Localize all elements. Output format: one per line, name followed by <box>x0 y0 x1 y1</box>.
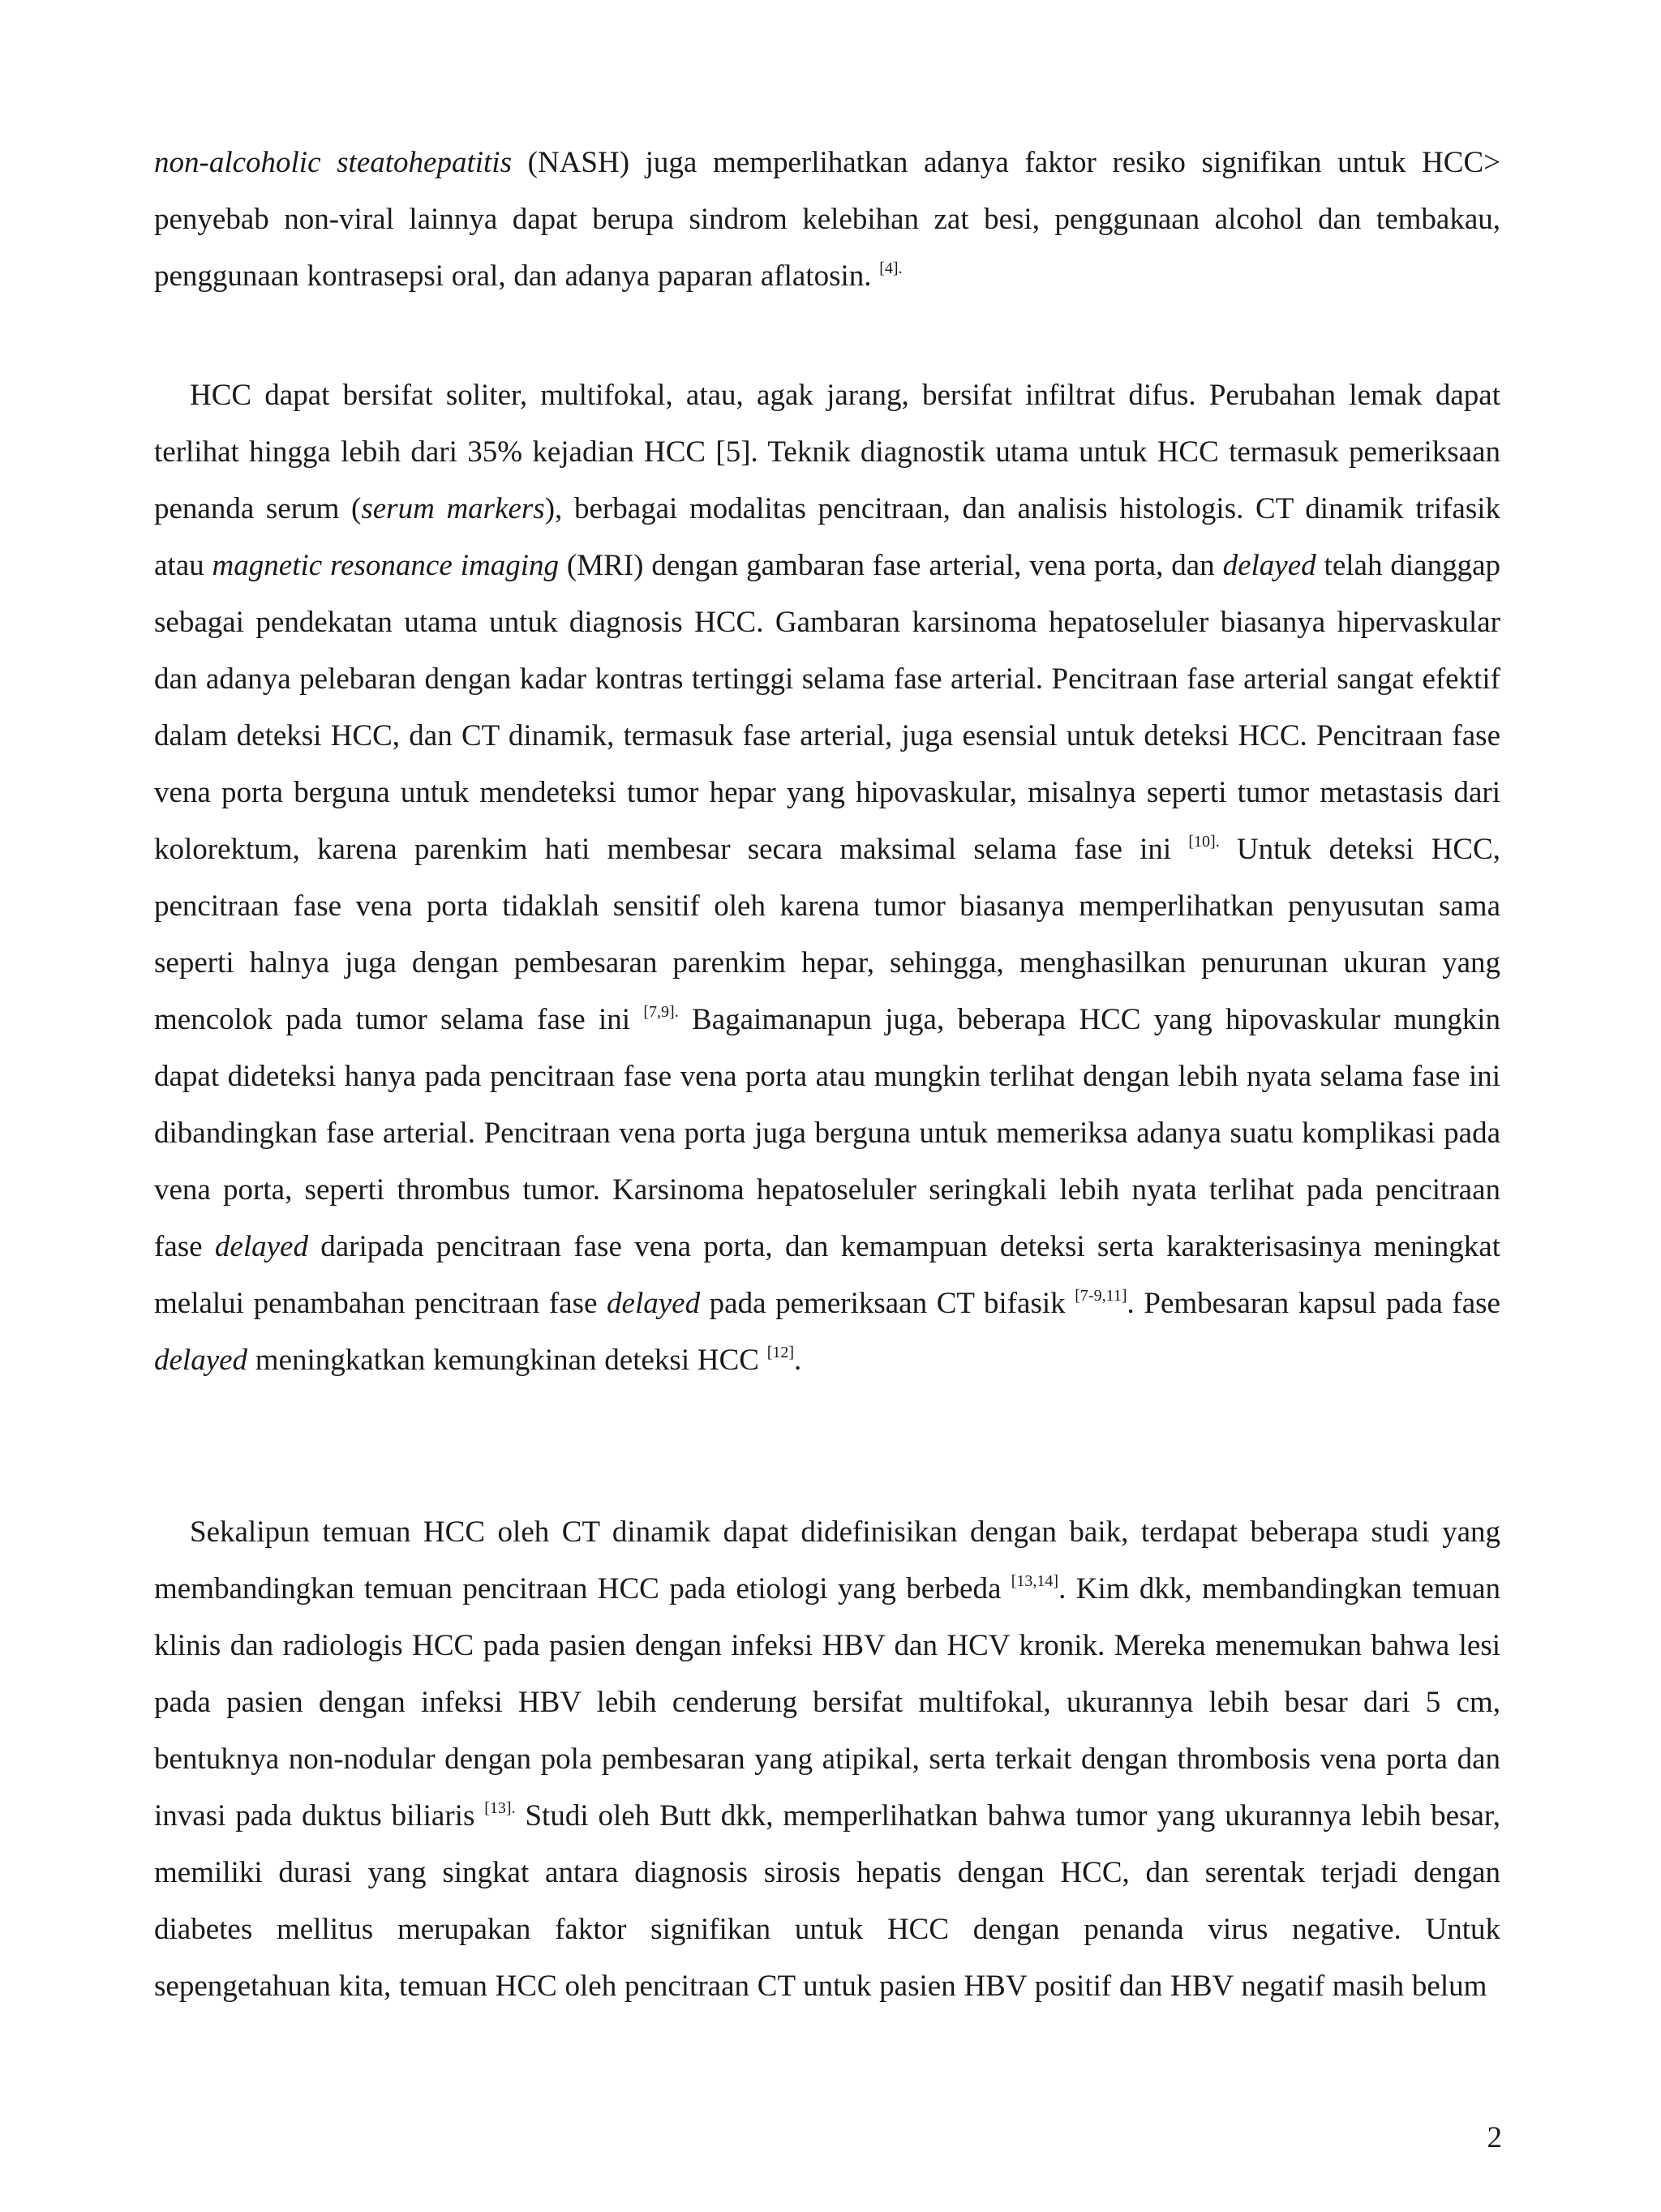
text-run: Sekalipun temuan HCC oleh CT dinamik dapat didefinisikan dengan baik, terdapat beberapa studi yang membandingkan temuan pencitraan HCC pada etiologi yang berbeda <box>154 1515 1500 1605</box>
text-run: Untuk deteksi HCC, pencitraan fase vena porta tidaklah sensitif oleh karena tumor biasanya memperlihatkan penyusutan sama seperti halnya juga dengan pembesaran parenkim hepar, sehingga, menghasilkan penurunan ukuran yang mencolok pada tumor selama fase ini <box>154 833 1500 1036</box>
text-run: ), berbagai modalitas pencitraan, dan analisis histologis. CT dinamik trifasik atau <box>154 492 1501 582</box>
paragraph <box>154 367 1500 1389</box>
text-run: Studi oleh Butt dkk, memperlihatkan bahwa tumor yang ukurannya lebih besar, memiliki durasi yang singkat antara diagnosis sirosis hepatis dengan HCC, dan serentak terjadi dengan diabetes mellitus merupakan faktor signifikan untuk HCC dengan penanda virus negative. Untuk sepengetahuan kita, temuan HCC oleh pencitraan CT untuk pasien HBV positif dan HBV negatif masih belum <box>154 1799 1500 2003</box>
text-run: . <box>794 1344 802 1377</box>
italic-term: delayed <box>214 1230 308 1263</box>
citation-ref: [7-9,11] <box>1075 1287 1127 1305</box>
text-run: . Pembesaran kapsul pada fase <box>1127 1287 1500 1320</box>
text-run: daripada pencitraan fase vena porta, dan kemampuan deteksi serta karakterisasinya meningkat melalui penambahan pencitraan fase <box>154 1230 1500 1320</box>
text-run: (NASH) juga memperlihatkan adanya faktor resiko signifikan untuk HCC> penyebab non-viral lainnya dapat berupa sindrom kelebihan zat besi, penggunaan alcohol dan tembakau, penggunaan kontrasepsi oral, dan adanya paparan aflatosin. <box>154 146 1501 293</box>
text-run: pada pemeriksaan CT bifasik <box>700 1287 1075 1320</box>
text-run: . Kim dkk, membandingkan temuan klinis dan radiologis HCC pada pasien dengan infeksi HBV dan HCV kronik. Mereka menemukan bahwa lesi pada pasien dengan infeksi HBV lebih cenderung bersifat multifokal, ukurannya lebih besar dari 5 cm, bentuknya non-nodular dengan pola pembesaran yang atipikal, serta terkait dengan thrombosis vena porta dan invasi pada duktus biliaris <box>154 1572 1500 1833</box>
page-number: 2 <box>1487 2121 1502 2154</box>
citation-ref: [10]. <box>1188 833 1220 851</box>
italic-term: delayed <box>154 1344 248 1377</box>
paragraph <box>154 1504 1500 2015</box>
italic-term: non-alcoholic steatohepatitis <box>154 146 512 179</box>
italic-term: serum markers <box>361 492 545 525</box>
citation-ref: [7,9]. <box>643 1003 679 1021</box>
text-run: HCC dapat bersifat soliter, multifokal, atau, agak jarang, bersifat infiltrat difus. Perubahan lemak dapat terlihat hingga lebih dari 35% kejadian HCC [5]. Teknik diagnostik utama untuk HCC termasuk pemeriksaan penanda serum ( <box>154 379 1500 525</box>
citation-ref: [13,14] <box>1011 1572 1059 1590</box>
citation-ref: [4]. <box>879 259 903 277</box>
italic-term: magnetic resonance imaging <box>212 549 559 582</box>
text-run: (MRI) dengan gambaran fase arterial, vena porta, dan <box>558 549 1223 582</box>
citation-ref: [12] <box>766 1344 795 1361</box>
text-run: meningkatkan kemungkinan deteksi HCC <box>247 1344 767 1377</box>
citation-ref: [13]. <box>484 1799 516 1817</box>
paragraph <box>154 135 1500 305</box>
italic-term: delayed <box>1222 549 1316 582</box>
text-run: telah dianggap sebagai pendekatan utama untuk diagnosis HCC. Gambaran karsinoma hepatoseluler biasanya hipervaskular dan adanya pelebaran dengan kadar kontras tertinggi selama fase arterial. Pencitraan fase arterial sangat efektif dalam deteksi HCC, dan CT dinamik, termasuk fase arterial, juga esensial untuk deteksi HCC. Pencitraan fase vena porta berguna untuk mendeteksi tumor hepar yang hipovaskular, misalnya seperti tumor metastasis dari kolorektum, karena parenkim hati membesar secara maksimal selama fase ini <box>154 549 1501 866</box>
italic-term: delayed <box>607 1287 701 1320</box>
text-run: Bagaimanapun juga, beberapa HCC yang hipovaskular mungkin dapat dideteksi hanya pada pencitraan fase vena porta atau mungkin terlihat dengan lebih nyata selama fase ini dibandingkan fase arterial. Pencitraan vena porta juga berguna untuk memeriksa adanya suatu komplikasi pada vena porta, seperti thrombus tumor. Karsinoma hepatoseluler seringkali lebih nyata terlihat pada pencitraan fase <box>154 1003 1501 1263</box>
